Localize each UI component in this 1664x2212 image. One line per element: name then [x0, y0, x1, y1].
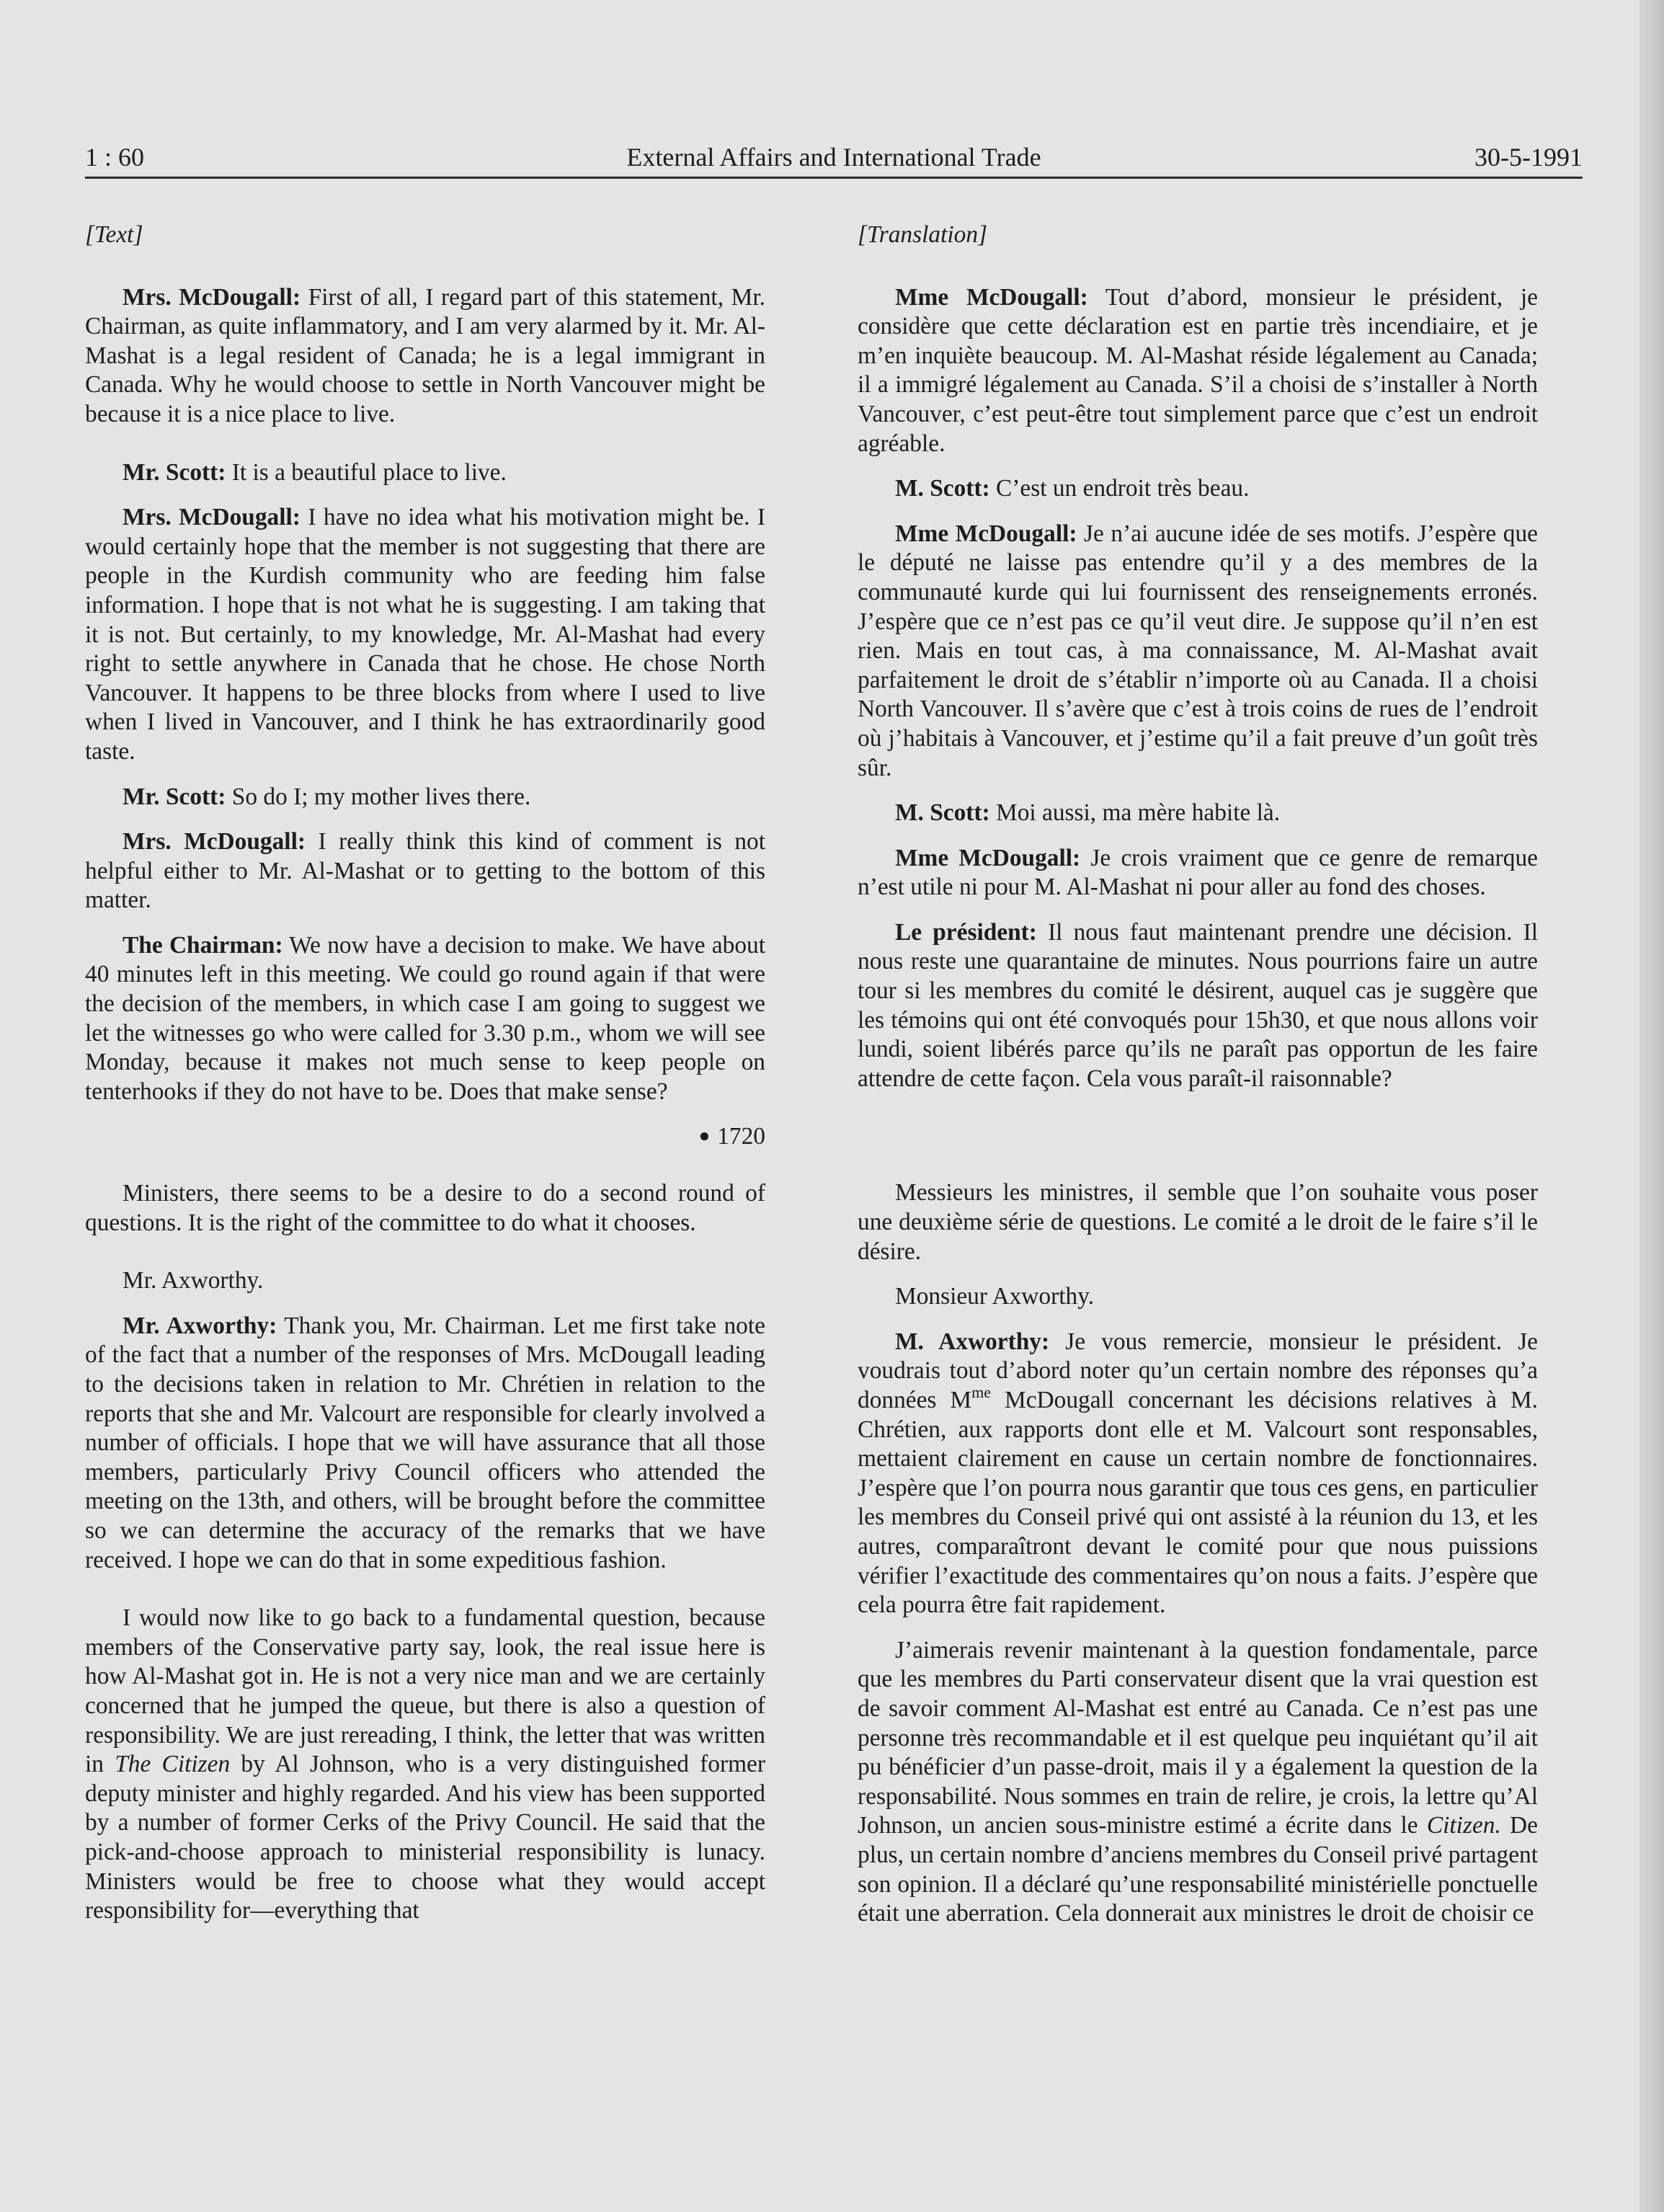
speech-text: Je vous remercie, monsieur le président. Je voudrais tout d’abord noter qu’un certain nombre des réponses qu’a données M [858, 1328, 1539, 1413]
speaker-name: The Chairman: [123, 931, 283, 959]
english-column [85, 221, 765, 1942]
superscript: me [971, 1382, 992, 1401]
speaker-name: M. Scott: [895, 475, 990, 502]
speaker-name: Mme McDougall: [895, 283, 1088, 311]
time-marker [85, 1122, 765, 1153]
paragraph [85, 931, 765, 1107]
speech-text: by Al Johnson, who is a very distinguished former deputy minister and highly regarded. And his view has been supported by a number of former Cerks of the Privy Council. He said that the pick-and-choose approach to ministerial responsibility is lunacy. Ministers would be free to choose what they would accept responsibility for—everything that [85, 1751, 765, 1924]
paragraph [85, 283, 765, 430]
speaker-name: Mr. Axworthy: [123, 1312, 277, 1339]
page-date: 30-5-1991 [1474, 143, 1583, 172]
speech-text: Je crois vraiment que ce genre de remarque n’est utile ni pour M. Al-Mashat ni pour aller au fond des choses. [858, 844, 1539, 901]
speech-text: I would now like to go back to a fundamental question, because members of the Conservative party say, look, the real issue here is how Al-Mashat got in. He is not a very nice man and we are certainly concerned that he jumped the queue, but there is also a question of responsibility. We are just rereading, I think, the letter that was written in [85, 1604, 765, 1778]
speaker-name: Mr. Scott: [123, 783, 226, 810]
page-header [85, 137, 1583, 177]
newspaper-title: The Citizen [115, 1751, 231, 1778]
speech-text: First of all, I regard part of this statement, Mr. Chairman, as quite inflammatory, and I am very alarmed by it. Mr. Al-Mashat is a legal resident of Canada; he is a legal immigrant in Canada. Why he would choose to settle in North Vancouver might be because it is a nice place to live. [85, 283, 765, 427]
speaker-name: Mrs. McDougall: [123, 283, 301, 311]
speech-text: J’aimerais revenir maintenant à la question fondamentale, parce que les membres du Parti conservateur disent que la vrai question est de savoir comment Al-Mashat est entré au Canada. Ce n’est pas une personne très recommandable et il est quelque peu inquiétant qu’il ait pu bénéficier d’un passe-droit, mais il y a également la question de la responsabilité. Nous sommes en train de relire, je crois, la lettre qu’Al Johnson, un ancien sous-ministre estimé a écrite dans le [858, 1636, 1538, 1839]
speech-text: C’est un endroit très beau. [989, 475, 1250, 502]
header-rule [85, 177, 1583, 179]
paragraph: Mr. Axworthy. [123, 1267, 264, 1294]
speaker-name: M. Scott: [895, 799, 990, 827]
paragraph [85, 1312, 765, 1575]
speaker-name: Mme McDougall: [895, 520, 1077, 547]
newspaper-title: Citizen. [1426, 1812, 1501, 1839]
speech-text: We now have a decision to make. We have about 40 minutes left in this meeting. We could go round again if that were the decision of the members, in which case I am going to suggest we let the witnesses go who were called for 3.30 p.m., whom we will see Monday, because it makes not much sense to keep people on tenterhooks if they do not have to be. Does that make sense? [85, 931, 765, 1105]
speaker-name: Le président: [895, 918, 1037, 946]
speaker-name: M. Axworthy: [895, 1328, 1050, 1355]
speaker-name: Mrs. McDougall: [123, 504, 301, 531]
column-label-text: Translation [867, 221, 979, 248]
column-label-text: Text [94, 221, 134, 248]
column-label: [Text] [85, 221, 143, 248]
speech-text: McDougall concernant les décisions relatives à M. Chrétien, aux rapports dont elle et M. Valcourt sont responsables, mettaient clairement en cause un certain nombre de fonctionnaires. J’espère que l’on pourra nous garantir que tous ces gens, en particulier les membres du Conseil privé qui ont assisté à la réunion du 13, et les autres, comparaîtront devant le comité pour que nous puissions vérifier l’exactitude des commentaires qu’on nous a faits. J’espère que cela pourra être fait rapidement. [858, 1387, 1538, 1619]
paragraph [85, 1604, 765, 1926]
speech-text: So do I; my mother lives there. [226, 783, 531, 810]
paragraph: Ministers, there seems to be a desire to do a second round of questions. It is the right of the committee to do what it chooses. [85, 1180, 765, 1236]
paragraph [858, 474, 1538, 504]
page-number: 1 : 60 [85, 143, 145, 172]
paragraph: Messieurs les ministres, il semble que l’on souhaite vous poser une deuxième série de questions. Le comité a le droit de le faire s’il le désire. [858, 1179, 1538, 1265]
speech-text: Je n’ai aucune idée de ses motifs. J’espère que le député ne laisse pas entendre qu’il y a des membres de la communauté kurde qui lui fournissent des renseignements erronés. J’espère que ce n’est pas ce qu’il veut dire. Je suppose qu’il n’en est rien. Mais en tout cas, à ma connaissance, M. Al-Mashat avait parfaitement le droit de s’établir n’importe où au Canada. Il a choisi North Vancouver. Il s’avère que c’est à trois coins de rues de l’endroit où j’habitais à Vancouver, et j’estime qu’il a fait preuve d’un goût très sûr. [858, 520, 1539, 781]
paragraph [858, 1328, 1538, 1620]
paragraph [858, 283, 1538, 459]
speech-text: Il nous faut maintenant prendre une décision. Il nous reste une quarantaine de minutes. Nous pourrions faire un autre tour si les membres du comité le désirent, auquel cas je suggère que les témoins qui ont été convoqués pour 15h30, et que nous allons voir lundi, soient libérés parce qu’ils ne paraît pas opportun de les faire attendre de cette façon. Cela vous paraît-il raisonnable? [858, 918, 1538, 1092]
paragraph [858, 799, 1538, 828]
paragraph [85, 503, 765, 766]
speaker-name: Mme McDougall: [895, 844, 1081, 871]
paragraph [85, 458, 765, 488]
paragraph [858, 918, 1538, 1094]
bullet-icon: ● [698, 1125, 711, 1147]
speech-text: Tout d’abord, monsieur le président, je considère que cette déclaration est en partie très incendiaire, et je m’en inquiète beaucoup. M. Al-Mashat réside légalement au Canada; il a immigré légalement au Canada. S’il a choisi de s’installer à North Vancouver, c’est peut-être tout simplement parce que c’est un endroit agréable. [858, 283, 1539, 457]
paragraph [858, 1636, 1538, 1929]
paragraph: Monsieur Axworthy. [895, 1283, 1095, 1310]
speaker-name: Mrs. McDougall: [123, 828, 306, 856]
time-marker-text: 1720 [717, 1123, 765, 1150]
paragraph [858, 844, 1538, 902]
paragraph [85, 783, 765, 812]
scan-edge [1639, 0, 1664, 2212]
speech-text: Moi aussi, ma mère habite là. [989, 799, 1281, 827]
paragraph [85, 827, 765, 915]
running-title: External Affairs and International Trade [626, 143, 1041, 172]
french-column [858, 221, 1538, 1945]
speech-text: I have no idea what his motivation might be. I would certainly hope that the member is not suggesting that there are people in the Kurdish community who are feeding him false information. I hope that is not what he is suggesting. I am taking that it is not. But certainly, to my knowledge, Mr. Al-Mashat had every right to settle anywhere in Canada that he chose. He chose North Vancouver. It happens to be three blocks from where I used to live when I lived in Vancouver, and I think he has extraordinarily good taste. [85, 504, 765, 765]
speech-text: It is a beautiful place to live. [226, 458, 507, 486]
paragraph [858, 520, 1538, 783]
speech-text: Thank you, Mr. Chairman. Let me first take note of the fact that a number of the responses of Mrs. McDougall leading to the decisions taken in relation to Mr. Chrétien in relation to the reports that she and Mr. Valcourt are responsible for clearly involved a number of officials. I hope that we will have assurance that all those members, particularly Privy Council officers who attended the meeting on the 13th, and others, will be brought before the committee so we can determine the accuracy of the remarks that we have received. I hope we can do that in some expeditious fashion. [85, 1312, 765, 1573]
speaker-name: Mr. Scott: [123, 458, 226, 486]
speech-text: I really think this kind of comment is not helpful either to Mr. Al-Mashat or to getting to the bottom of this matter. [85, 828, 765, 914]
column-label: [Translation] [858, 221, 988, 248]
speech-text: De plus, un certain nombre d’anciens membres du Conseil privé partagent son opinion. Il a déclaré qu’une responsabilité ministérielle ponctuelle était une aberration. Cela donnerait aux ministres le droit de choisir ce [858, 1812, 1538, 1927]
